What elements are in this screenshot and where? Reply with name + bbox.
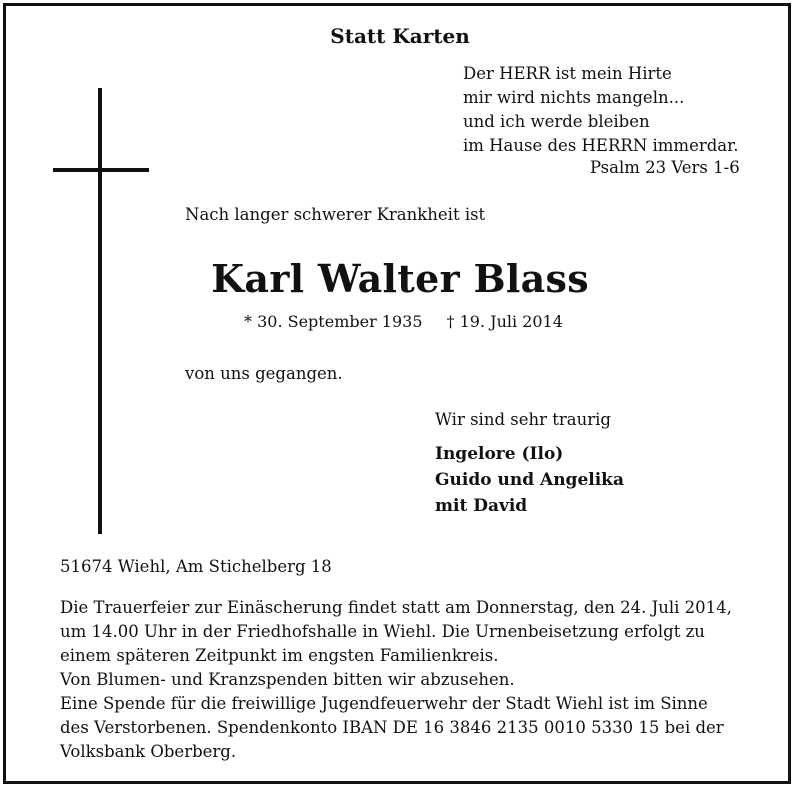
- deceased-name: Karl Walter Blass: [211, 256, 589, 301]
- psalm-verse: [463, 62, 738, 158]
- life-dates: [244, 312, 563, 331]
- psalm-line: mir wird nichts mangeln...: [463, 88, 685, 107]
- notice-line: Eine Spende für die freiwillige Jugendfeuerwehr der Stadt Wiehl ist im Sinne: [60, 694, 708, 713]
- notice-line: Von Blumen- und Kranzspenden bitten wir abzusehen.: [60, 670, 515, 689]
- mourners-list: [435, 441, 624, 519]
- funeral-notice: [60, 596, 732, 764]
- family-address: 51674 Wiehl, Am Stichelberg 18: [60, 557, 332, 576]
- notice-line: Volksbank Oberberg.: [60, 742, 237, 761]
- notice-line: des Verstorbenen. Spendenkonto IBAN DE 16 3846 2135 0010 5330 15 bei der: [60, 718, 724, 737]
- mourner-name: mit David: [435, 496, 528, 516]
- mourner-name: Guido und Angelika: [435, 470, 624, 490]
- notice-line: Die Trauerfeier zur Einäscherung findet statt am Donnerstag, den 24. Juli 2014,: [60, 598, 732, 617]
- heading-statt-karten: Statt Karten: [330, 24, 470, 48]
- notice-line: um 14.00 Uhr in der Friedhofshalle in Wiehl. Die Urnenbeisetzung erfolgt zu: [60, 622, 705, 641]
- birth-date: * 30. September 1935: [244, 312, 423, 331]
- mourners-intro: Wir sind sehr traurig: [435, 410, 611, 429]
- cross-icon-vertical-bar: [98, 88, 102, 534]
- psalm-line: und ich werde bleiben: [463, 112, 650, 131]
- death-date: † 19. Juli 2014: [446, 312, 563, 331]
- cross-icon-horizontal-bar: [53, 168, 149, 172]
- psalm-line: Der HERR ist mein Hirte: [463, 64, 672, 83]
- psalm-line: im Hause des HERRN immerdar.: [463, 136, 739, 155]
- notice-line: einem späteren Zeitpunkt im engsten Familienkreis.: [60, 646, 499, 665]
- closing-text: von uns gegangen.: [185, 364, 343, 383]
- mourner-name: Ingelore (Ilo): [435, 444, 564, 464]
- psalm-reference: Psalm 23 Vers 1-6: [590, 158, 740, 177]
- intro-text: Nach langer schwerer Krankheit ist: [185, 205, 486, 224]
